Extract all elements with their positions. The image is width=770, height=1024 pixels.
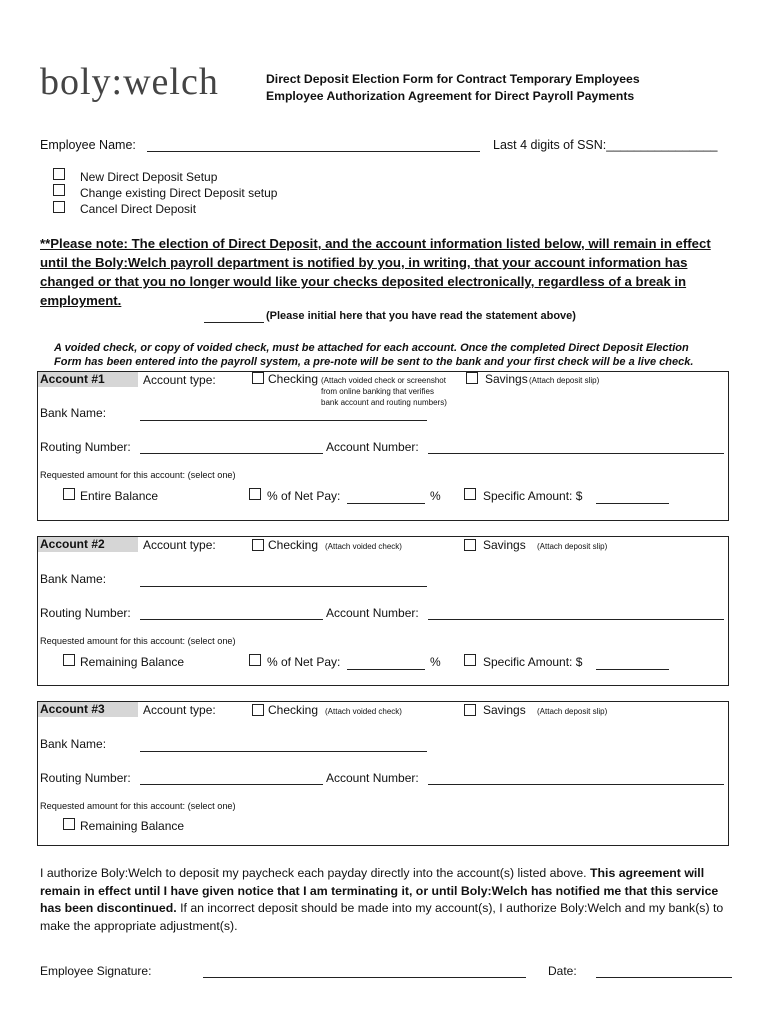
account-1-routing-label: Routing Number: xyxy=(40,440,131,454)
account-3-type-label: Account type: xyxy=(143,703,216,717)
account-2-percent-label: % of Net Pay: xyxy=(267,655,341,669)
account-3-routing-label: Routing Number: xyxy=(40,771,131,785)
form-subtitle: Employee Authorization Agreement for Direct Payroll Payments xyxy=(266,89,635,103)
account-3-bank-name-field[interactable] xyxy=(140,751,427,752)
cancel-deposit-checkbox[interactable] xyxy=(53,201,65,213)
account-1-specific-label: Specific Amount: $ xyxy=(483,489,583,503)
change-setup-label: Change existing Direct Deposit setup xyxy=(80,186,278,200)
account-1-account-number-field[interactable] xyxy=(428,453,724,454)
account-1-savings-note: (Attach deposit slip) xyxy=(529,376,600,385)
account-3-checking-label: Checking xyxy=(268,703,319,717)
account-3-account-number-label: Account Number: xyxy=(326,771,419,785)
account-2-remaining-balance-label: Remaining Balance xyxy=(80,655,185,669)
account-2-percent-field[interactable] xyxy=(347,669,425,670)
account-2-bank-name-field[interactable] xyxy=(140,586,427,587)
ssn-label: Last 4 digits of SSN:________________ xyxy=(493,138,718,152)
initial-instruction: (Please initial here that you have read the statement above) xyxy=(266,310,576,322)
form-title: Direct Deposit Election Form for Contract Temporary Employees xyxy=(266,72,640,86)
account-2-savings-note: (Attach deposit slip) xyxy=(537,542,608,551)
account-3-routing-field[interactable] xyxy=(140,784,323,785)
account-2-percent-sign: % xyxy=(430,655,441,669)
account-3-requested-label: Requested amount for this account: (select one) xyxy=(40,801,236,811)
account-2-account-number-field[interactable] xyxy=(428,619,724,620)
account-1-bank-name-label: Bank Name: xyxy=(40,406,107,420)
account-2-routing-label: Routing Number: xyxy=(40,606,131,620)
account-2-checking-checkbox[interactable] xyxy=(252,539,264,551)
account-2-percent-checkbox[interactable] xyxy=(249,654,261,666)
account-2-checking-note: (Attach voided check) xyxy=(325,542,402,551)
account-1-savings-label: Savings xyxy=(485,372,528,386)
account-2-savings-checkbox[interactable] xyxy=(464,539,476,551)
account-1-type-label: Account type: xyxy=(143,373,216,387)
change-setup-checkbox[interactable] xyxy=(53,184,65,196)
account-1-entire-balance-checkbox[interactable] xyxy=(63,488,75,500)
account-2-routing-field[interactable] xyxy=(140,619,323,620)
account-2-account-number-label: Account Number: xyxy=(326,606,419,620)
account-1-requested-label: Requested amount for this account: (select one) xyxy=(40,470,236,480)
account-2-checking-label: Checking xyxy=(268,538,319,552)
authorization-part-2: This agreement will remain in effect until I have given notice that I am terminating it, or until Boly:Welch has notified me that this service has been discontinued. xyxy=(40,866,719,915)
account-1-entire-balance-label: Entire Balance xyxy=(80,489,159,503)
initial-field[interactable] xyxy=(204,322,264,323)
please-note-statement: **Please note: The election of Direct Deposit, and the account information listed below, will remain in effect until the Boly:Welch payroll department is notified by you, in writing, that your account information has changed or that you no longer would like your checks deposited electronically, regardless of a break in employment. xyxy=(40,236,711,308)
account-1-account-number-label: Account Number: xyxy=(326,440,419,454)
signature-label: Employee Signature: xyxy=(40,964,152,978)
account-3-checking-note: (Attach voided check) xyxy=(325,707,402,716)
account-1-checking-label: Checking xyxy=(268,372,319,386)
account-1-percent-checkbox[interactable] xyxy=(249,488,261,500)
account-3-checking-checkbox[interactable] xyxy=(252,704,264,716)
account-1-bank-name-field[interactable] xyxy=(140,420,427,421)
account-1-checking-checkbox[interactable] xyxy=(252,372,264,384)
voided-check-instruction: A voided check, or copy of voided check, must be attached for each account. Once the completed Direct Deposit Election xyxy=(54,342,689,354)
account-2-specific-label: Specific Amount: $ xyxy=(483,655,583,669)
account-2-bank-name-label: Bank Name: xyxy=(40,572,107,586)
authorization-part-1: I authorize Boly:Welch to deposit my paycheck each payday directly into the account(s) listed above. xyxy=(40,866,591,880)
signature-field[interactable] xyxy=(203,977,526,978)
account-1-title: Account #1 xyxy=(38,372,138,387)
account-3-bank-name-label: Bank Name: xyxy=(40,737,107,751)
prenote-instruction: Form has been entered into the payroll system, a pre-note will be sent to the bank and your first check will be a live check. xyxy=(54,356,694,368)
account-2-requested-label: Requested amount for this account: (select one) xyxy=(40,636,236,646)
account-3-savings-checkbox[interactable] xyxy=(464,704,476,716)
new-setup-checkbox[interactable] xyxy=(53,168,65,180)
cancel-deposit-label: Cancel Direct Deposit xyxy=(80,202,197,216)
account-3-savings-note: (Attach deposit slip) xyxy=(537,707,608,716)
account-2-savings-label: Savings xyxy=(483,538,526,552)
account-2-specific-checkbox[interactable] xyxy=(464,654,476,666)
account-1-percent-sign: % xyxy=(430,489,441,503)
account-2-type-label: Account type: xyxy=(143,538,216,552)
company-logo: boly:welch xyxy=(40,61,219,103)
authorization-statement xyxy=(40,865,730,935)
account-3-title: Account #3 xyxy=(38,702,138,717)
employee-name-field[interactable] xyxy=(147,151,480,152)
authorization-part-3: If an incorrect deposit should be made into my account(s), I authorize Boly:Welch and my bank(s) to make the appropriate adjustment(s). xyxy=(40,901,724,933)
account-1-percent-field[interactable] xyxy=(347,503,425,504)
account-3-account-number-field[interactable] xyxy=(428,784,724,785)
employee-name-label: Employee Name: xyxy=(40,138,136,152)
account-3-remaining-balance-checkbox[interactable] xyxy=(63,818,75,830)
date-label: Date: xyxy=(548,964,577,978)
account-2-remaining-balance-checkbox[interactable] xyxy=(63,654,75,666)
account-1-percent-label: % of Net Pay: xyxy=(267,489,341,503)
account-1-routing-field[interactable] xyxy=(140,453,323,454)
account-1-specific-checkbox[interactable] xyxy=(464,488,476,500)
account-2-specific-field[interactable] xyxy=(596,669,669,670)
new-setup-label: New Direct Deposit Setup xyxy=(80,170,218,184)
account-3-remaining-balance-label: Remaining Balance xyxy=(80,819,185,833)
account-1-specific-field[interactable] xyxy=(596,503,669,504)
account-1-checking-note: (Attach voided check or screenshot from online banking that verifies bank account and routing numbers) xyxy=(321,376,447,407)
account-3-savings-label: Savings xyxy=(483,703,526,717)
account-2-title: Account #2 xyxy=(38,537,138,552)
date-field[interactable] xyxy=(596,977,732,978)
account-1-savings-checkbox[interactable] xyxy=(466,372,478,384)
